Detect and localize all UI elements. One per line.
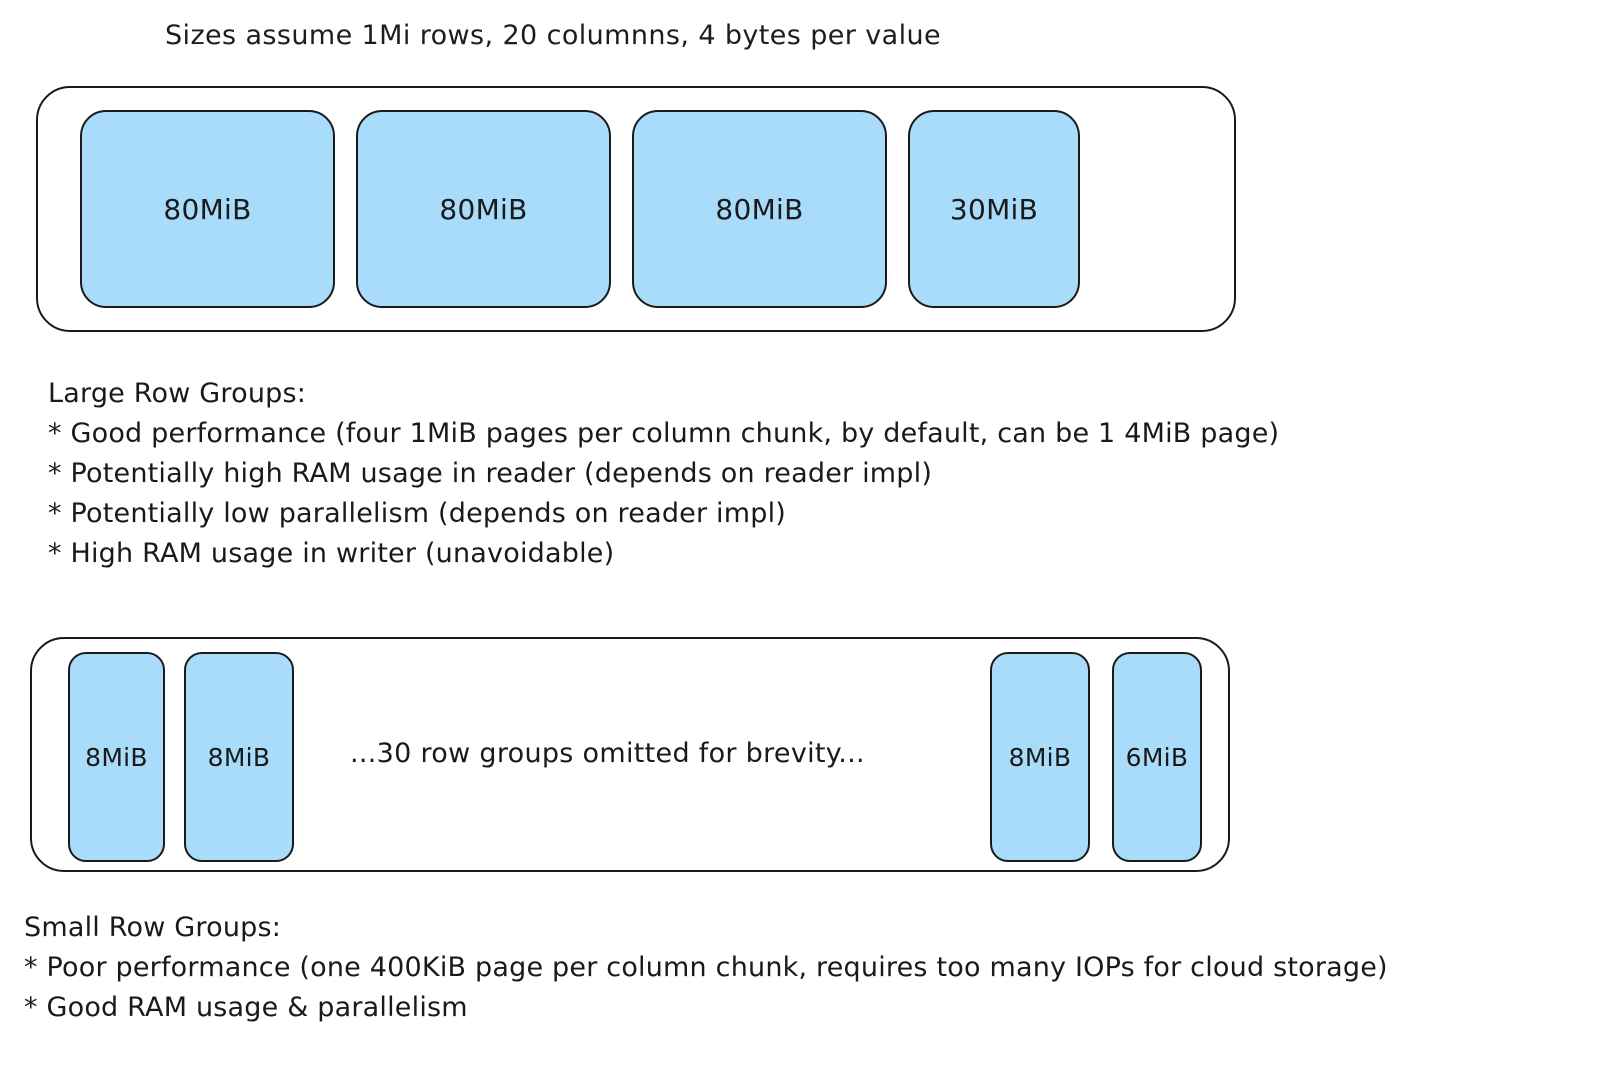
diagram-caption: Sizes assume 1Mi rows, 20 columnns, 4 bytes per value [165, 20, 942, 51]
row-group-block [80, 110, 335, 308]
large-row-groups-container [36, 86, 1236, 332]
note-line: * Poor performance (one 400KiB page per column chunk, requires too many IOPs for cloud storage) [24, 952, 1388, 983]
row-group-block [1112, 652, 1202, 862]
row-group-block [68, 652, 165, 862]
row-group-block [990, 652, 1090, 862]
note-line: * Good performance (four 1MiB pages per column chunk, by default, can be 1 4MiB page) [48, 418, 1280, 449]
row-group-size-label: 80MiB [715, 192, 804, 226]
notes-heading: Large Row Groups: [48, 378, 307, 409]
omitted-row-groups-label: ...30 row groups omitted for brevity... [350, 738, 865, 769]
note-line: * High RAM usage in writer (unavoidable) [48, 538, 615, 569]
row-group-block [908, 110, 1080, 308]
note-line: * Potentially low parallelism (depends on reader impl) [48, 498, 787, 529]
row-group-size-label: 80MiB [163, 192, 252, 226]
large-row-groups-notes [48, 374, 1279, 574]
row-group-size-label: 8MiB [85, 742, 148, 772]
row-group-size-label: 8MiB [207, 742, 271, 772]
row-group-block [356, 110, 611, 308]
small-row-groups-notes [24, 908, 1388, 1028]
row-group-block [632, 110, 887, 308]
row-group-size-label: 6MiB [1125, 742, 1189, 772]
row-group-size-label: 80MiB [439, 192, 528, 226]
row-group-block [184, 652, 294, 862]
note-line: * Good RAM usage & parallelism [24, 992, 468, 1023]
notes-heading: Small Row Groups: [24, 912, 282, 943]
note-line: * Potentially high RAM usage in reader (depends on reader impl) [48, 458, 933, 489]
row-group-size-label: 8MiB [1008, 742, 1072, 772]
small-row-groups-container [30, 637, 1230, 872]
row-group-size-label: 30MiB [949, 192, 1039, 226]
